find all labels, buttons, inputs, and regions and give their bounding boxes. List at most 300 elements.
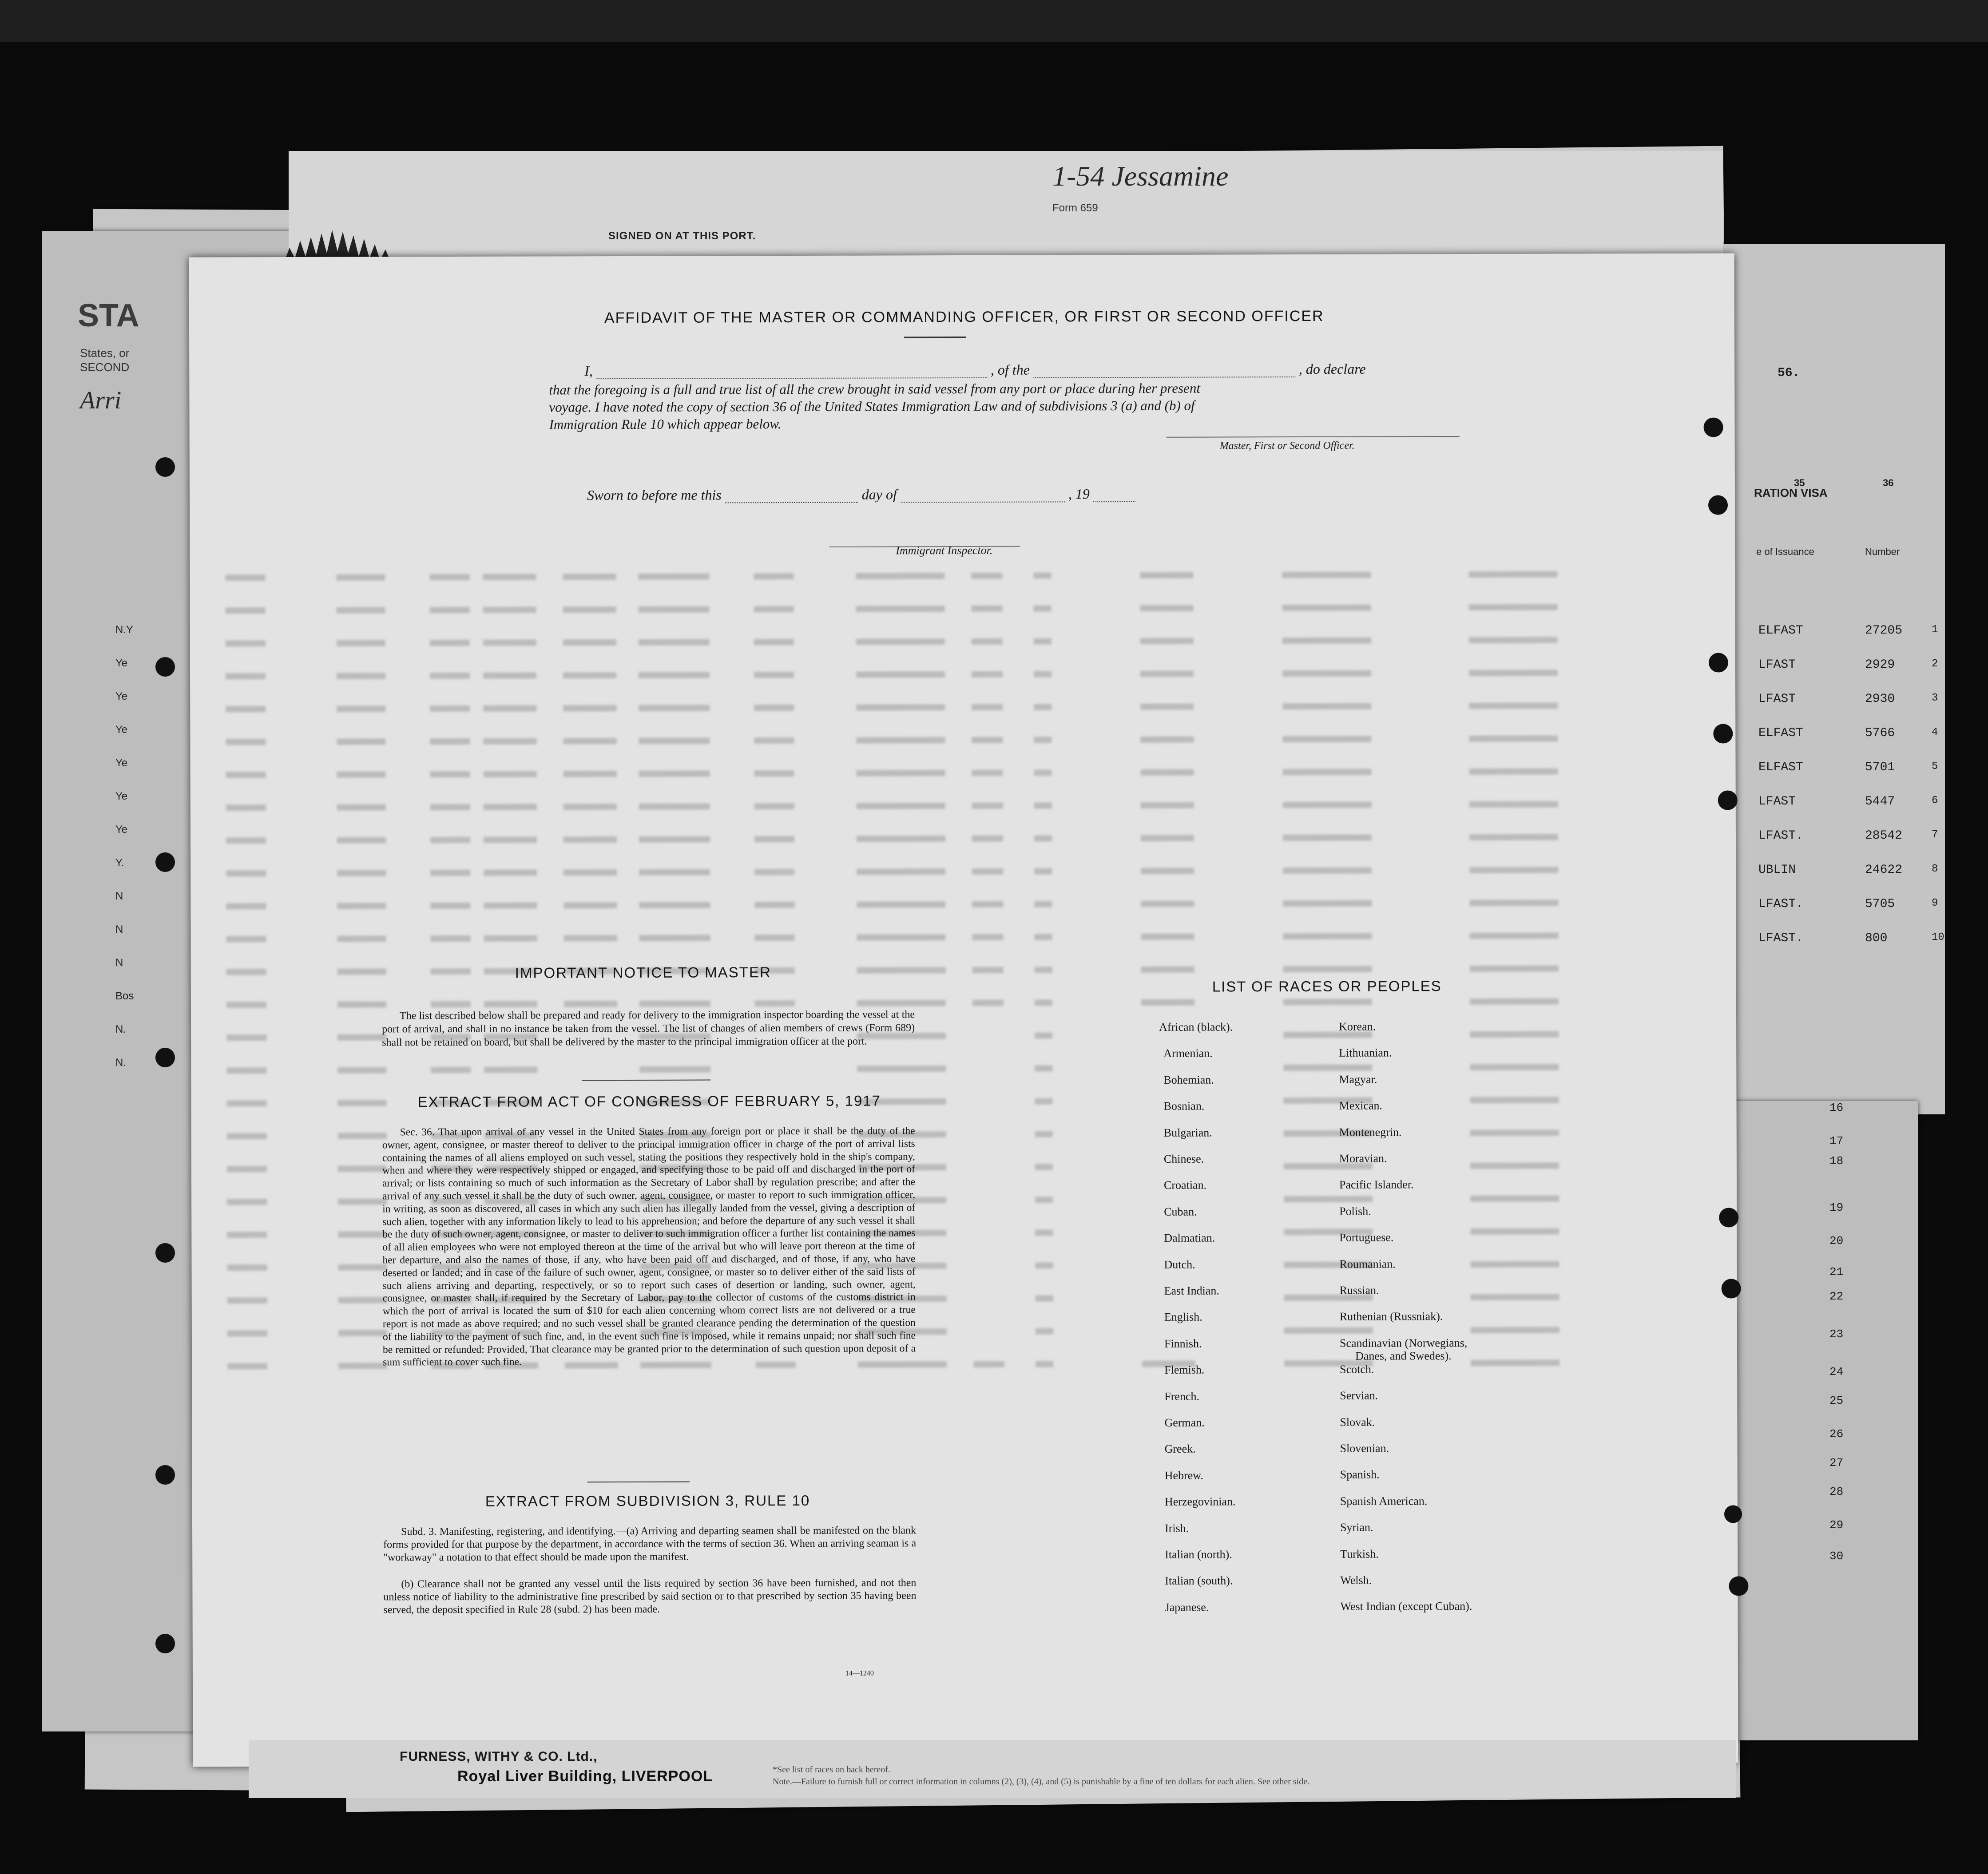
bleed-through-mark	[227, 1330, 267, 1336]
row-index: 6	[1932, 795, 1938, 807]
row-index: 1	[1932, 624, 1938, 636]
visa-place: LFAST	[1758, 795, 1796, 808]
binder-hole	[1729, 1576, 1748, 1596]
bleed-through-mark	[226, 673, 266, 679]
sworn-year-field[interactable]	[1093, 501, 1135, 502]
left-row-entry: Y.	[115, 857, 124, 869]
bleed-through-mark	[972, 1000, 1004, 1006]
race-entry: Irish.	[1165, 1521, 1189, 1535]
bleed-through-mark	[431, 1001, 471, 1007]
bleed-through-mark	[337, 935, 386, 942]
bleed-through-mark	[856, 606, 945, 612]
row-index: 23	[1829, 1327, 1844, 1341]
binder-hole	[155, 852, 175, 872]
bleed-through-mark	[430, 738, 470, 745]
bleed-through-mark	[857, 1000, 946, 1006]
bleed-through-mark	[1282, 638, 1371, 644]
bleed-through-mark	[857, 967, 946, 974]
bleed-through-mark	[1470, 1031, 1559, 1038]
bleed-through-mark	[972, 836, 1003, 842]
print-code: 14—1240	[845, 1669, 874, 1677]
bleed-through-mark	[639, 737, 710, 744]
race-entry: African (black).	[1159, 1020, 1233, 1034]
bleed-through-mark	[1283, 835, 1372, 841]
race-entry: Spanish.	[1340, 1468, 1380, 1482]
bleed-through-mark	[431, 968, 471, 975]
bleed-through-mark	[337, 738, 385, 745]
race-entry: Scandinavian (Norwegians,	[1339, 1336, 1468, 1350]
bleed-through-mark	[430, 607, 470, 613]
bleed-through-mark	[430, 640, 470, 646]
race-entry: Roumanian.	[1339, 1257, 1396, 1271]
bleed-through-mark	[563, 738, 616, 744]
race-entry: Croatian.	[1163, 1178, 1207, 1192]
bleed-through-mark	[484, 870, 537, 876]
bleed-through-mark	[1034, 671, 1052, 677]
bleed-through-mark	[639, 803, 710, 809]
bleed-through-mark	[755, 1000, 795, 1006]
bleed-through-mark	[856, 671, 945, 678]
master-signature-line[interactable]	[1167, 436, 1460, 438]
bleed-through-mark	[337, 705, 385, 712]
visa-number: 5705	[1865, 897, 1895, 911]
bleed-through-mark	[1035, 1032, 1052, 1038]
bleed-through-mark	[226, 936, 266, 942]
left-row-entry: N	[115, 957, 123, 969]
title-rule	[904, 337, 966, 338]
bleed-through-mark	[563, 705, 616, 711]
bleed-through-mark	[1035, 1098, 1053, 1104]
rule-extract-b: (b) Clearance shall not be granted any vessel until the lists required by section 36 have been furnished, and not then unless notice of liability to the administrative fine prescribed by said section or to that prescribed by section 35 having been served, the deposit specified in Rule 28 (subd. 2) has been made.	[383, 1577, 917, 1616]
bleed-through-mark	[639, 705, 710, 711]
bleed-through-mark	[1283, 966, 1372, 973]
bleed-through-mark	[972, 737, 1003, 743]
bleed-through-mark	[227, 1363, 267, 1369]
race-entry: Herzegovinian.	[1164, 1495, 1236, 1509]
bleed-through-mark	[337, 607, 385, 613]
bleed-through-mark	[1469, 768, 1558, 775]
bleed-through-mark	[226, 837, 266, 844]
bleed-through-mark	[1035, 967, 1052, 973]
declaration-line-4: Immigration Rule 10 which appear below.	[549, 416, 782, 432]
binder-hole	[1722, 1279, 1741, 1298]
bleed-through-mark	[1141, 999, 1194, 1006]
bleed-through-mark	[1282, 703, 1371, 710]
left-row-entry: N.	[115, 1023, 126, 1035]
rule-extract-title: EXTRACT FROM SUBDIVISION 3, RULE 10	[485, 1492, 810, 1510]
bleed-through-mark	[1283, 900, 1372, 907]
declare-suffix: , do declare	[1298, 361, 1366, 377]
form-number: Form 659	[1052, 202, 1098, 214]
bleed-through-mark	[430, 837, 470, 843]
left-row-entry: N.Y	[115, 624, 134, 636]
race-entry: West Indian (except Cuban).	[1340, 1600, 1472, 1613]
left-sheet-arrival: Arri	[80, 387, 122, 414]
bleed-through-mark	[857, 1066, 946, 1072]
bleed-through-mark	[1141, 835, 1194, 841]
bleed-through-mark	[430, 804, 470, 810]
declaration-line-1	[584, 361, 1365, 380]
row-index: 24	[1829, 1365, 1844, 1379]
bleed-through-mark	[564, 935, 617, 941]
bleed-through-mark	[338, 1165, 387, 1172]
visa-place: LFAST	[1758, 692, 1796, 706]
race-entry: Bulgarian.	[1163, 1126, 1212, 1139]
bleed-through-mark	[1141, 967, 1194, 973]
visa-place: ELFAST	[1758, 624, 1803, 638]
visa-number: 5766	[1865, 726, 1895, 740]
race-entry: Syrian.	[1340, 1521, 1373, 1534]
binder-hole	[1708, 495, 1728, 515]
bleed-through-mark	[483, 673, 536, 679]
bleed-through-mark	[1283, 802, 1372, 808]
bleed-through-mark	[563, 902, 617, 908]
bleed-through-mark	[972, 606, 1003, 612]
bleed-through-mark	[754, 606, 794, 612]
bleed-through-mark	[483, 738, 536, 745]
bleed-through-mark	[1141, 802, 1194, 808]
visa-place: LFAST.	[1758, 931, 1803, 945]
bleed-through-mark	[1140, 671, 1194, 677]
master-signature-label: Master, First or Second Officer.	[1219, 440, 1355, 452]
sworn-label: Sworn to before me this	[587, 487, 722, 503]
race-entry: Korean.	[1339, 1020, 1376, 1033]
bleed-through-mark	[338, 1297, 387, 1303]
bleed-through-mark	[1470, 965, 1559, 972]
bleed-through-mark	[337, 968, 386, 975]
bleed-through-mark	[639, 836, 710, 842]
bleed-through-mark	[1283, 769, 1372, 776]
bleed-through-mark	[226, 706, 266, 712]
bleed-through-mark	[973, 1361, 1004, 1367]
visa-place: ELFAST	[1758, 726, 1803, 740]
bleed-through-mark	[857, 934, 946, 941]
bleed-through-mark	[484, 1001, 537, 1007]
bleed-through-mark	[972, 638, 1003, 645]
bleed-through-mark	[225, 574, 265, 581]
bleed-through-mark	[337, 673, 385, 679]
bleed-through-mark	[338, 1264, 387, 1270]
bleed-through-mark	[1035, 999, 1052, 1006]
bleed-through-mark	[1470, 998, 1559, 1005]
bleed-through-mark	[483, 607, 536, 613]
bleed-through-mark	[338, 1198, 387, 1204]
bleed-through-mark	[1140, 605, 1194, 611]
bleed-through-mark	[857, 803, 945, 809]
bleed-through-mark	[338, 1133, 387, 1139]
bleed-through-mark	[564, 1001, 617, 1007]
row-index: 21	[1829, 1265, 1844, 1279]
visa-number: 24622	[1865, 863, 1903, 877]
race-entry: Chinese.	[1163, 1152, 1204, 1165]
binder-hole	[1713, 724, 1733, 743]
vessel-name-field[interactable]	[1033, 376, 1295, 378]
bleed-through-mark	[754, 803, 794, 809]
bleed-through-mark	[639, 606, 710, 612]
bleed-through-mark	[484, 903, 537, 909]
bleed-through-mark	[972, 704, 1003, 710]
visa-place: UBLIN	[1758, 863, 1796, 877]
affidavit-sheet	[189, 253, 1738, 1767]
bleed-through-mark	[563, 672, 616, 678]
left-row-entry: N.	[115, 1057, 126, 1069]
left-row-entry: Ye	[115, 757, 128, 769]
left-row-entry: Bos	[115, 990, 134, 1002]
bleed-through-mark	[226, 1067, 266, 1074]
race-entry: Pacific Islander.	[1339, 1178, 1414, 1192]
day-of-label: day of	[861, 486, 897, 503]
bleed-through-mark	[857, 770, 945, 777]
bleed-through-mark	[337, 1034, 386, 1040]
race-entry: German.	[1164, 1416, 1205, 1429]
row-index: 18	[1829, 1154, 1844, 1168]
binder-hole	[155, 1243, 175, 1263]
bleed-through-mark	[563, 574, 616, 580]
row-index: 3	[1932, 692, 1938, 704]
bleed-through-mark	[1140, 572, 1193, 578]
bleed-through-mark	[227, 1199, 267, 1205]
race-entry: French.	[1164, 1390, 1200, 1403]
bleed-through-mark	[1034, 605, 1052, 611]
row-index: 22	[1829, 1290, 1844, 1303]
bleed-through-mark	[754, 672, 794, 678]
bleed-through-mark	[1035, 1164, 1053, 1170]
row-index: 5	[1932, 761, 1938, 773]
race-entry: Scotch.	[1340, 1363, 1374, 1376]
bleed-through-mark	[227, 1166, 267, 1172]
bleed-through-mark	[856, 638, 945, 645]
race-entry: Armenian.	[1163, 1046, 1213, 1060]
left-row-entry: Ye	[115, 790, 128, 802]
bleed-through-mark	[972, 803, 1003, 809]
bleed-through-mark	[857, 901, 945, 908]
row-index: 9	[1932, 897, 1938, 909]
declarant-name-field[interactable]	[596, 377, 987, 379]
row-index: 4	[1932, 726, 1938, 738]
bleed-through-mark	[1140, 638, 1194, 644]
bleed-through-mark	[1469, 801, 1558, 808]
bleed-through-mark	[1469, 702, 1558, 709]
signed-on-label: SIGNED ON AT THIS PORT.	[608, 230, 756, 242]
bleed-through-mark	[227, 1100, 267, 1106]
bleed-through-mark	[1468, 571, 1557, 578]
place-of-issuance-header: e of Issuance	[1756, 546, 1814, 557]
bleed-through-mark	[1470, 1097, 1559, 1103]
notice-title: IMPORTANT NOTICE TO MASTER	[515, 964, 771, 981]
bleed-through-mark	[1035, 1197, 1053, 1203]
race-entry: Bohemian.	[1163, 1073, 1214, 1086]
visa-number: 28542	[1865, 829, 1903, 843]
row-index: 30	[1829, 1549, 1844, 1563]
row-index: 19	[1829, 1201, 1844, 1214]
film-border	[0, 0, 1988, 42]
bleed-through-mark	[337, 1001, 386, 1007]
visa-number: 27205	[1865, 624, 1903, 638]
bleed-through-mark	[754, 770, 794, 777]
binder-hole	[1724, 1505, 1742, 1523]
bleed-through-mark	[484, 837, 537, 843]
bleed-through-mark	[1470, 1195, 1559, 1202]
row-index: 26	[1829, 1427, 1844, 1441]
sworn-month-field[interactable]	[901, 501, 1065, 503]
race-entry: Slovenian.	[1340, 1442, 1389, 1455]
visa-number: 800	[1865, 931, 1888, 945]
bleed-through-mark	[1034, 835, 1052, 841]
column-36-header: 36	[1883, 477, 1894, 488]
bleed-through-mark	[1470, 1228, 1559, 1235]
row-index: 10	[1932, 931, 1944, 943]
bleed-through-mark	[856, 704, 945, 711]
left-sheet-subtitle: States, or	[80, 346, 130, 360]
bleed-through-mark	[563, 606, 616, 613]
bleed-through-mark	[1469, 735, 1558, 742]
race-entry: Dutch.	[1164, 1258, 1195, 1271]
binder-hole	[155, 1634, 175, 1653]
race-entry: Italian (south).	[1165, 1574, 1233, 1588]
penalty-note: Note.—Failure to furnish full or correct information in columns (2), (3), (4), and (5) is punishable by a fine of ten dollars for each alien. See other side.	[773, 1777, 1310, 1787]
visa-number: 2929	[1865, 658, 1895, 672]
notice-text: The list described below shall be prepared and ready for delivery to the immigration inspector boarding the vessel at the port of arrival, and shall in no instance be taken from the vessel. The list of changes of alien members of crews (Form 689) shall not be retained on board, but shall be delivered by the master to the principal immigration officer at the port.	[382, 1009, 915, 1049]
race-entry: Mexican.	[1339, 1099, 1383, 1112]
vessel-prefix: , of the	[990, 361, 1030, 378]
row-index: 17	[1829, 1134, 1844, 1148]
bleed-through-mark	[430, 903, 470, 909]
declarant-prefix: I,	[584, 363, 593, 379]
act-extract-title: EXTRACT FROM ACT OF CONGRESS OF FEBRUARY 5, 1917	[417, 1092, 881, 1110]
bleed-through-mark	[1470, 1129, 1559, 1136]
extract-rule	[587, 1482, 690, 1483]
visa-number: 2930	[1865, 692, 1895, 706]
bleed-through-mark	[563, 869, 617, 876]
row-index: 25	[1829, 1394, 1844, 1407]
bleed-through-mark	[431, 1067, 471, 1073]
bleed-through-mark	[1471, 1359, 1559, 1366]
bleed-through-mark	[1282, 670, 1371, 677]
bleed-through-mark	[972, 770, 1003, 776]
race-entry: Flemish.	[1164, 1363, 1205, 1377]
bleed-through-mark	[337, 771, 386, 777]
bottom-sheet	[249, 1740, 1736, 1798]
bleed-through-mark	[755, 935, 795, 941]
bleed-through-mark	[1141, 934, 1194, 940]
bleed-through-mark	[1469, 604, 1558, 610]
bleed-through-mark	[754, 573, 794, 579]
races-title: LIST OF RACES OR PEOPLES	[1212, 978, 1442, 995]
bleed-through-mark	[226, 969, 266, 975]
right-manifest-sheet-lower	[1732, 1101, 1918, 1740]
affidavit-title: AFFIDAVIT OF THE MASTER OR COMMANDING OFFICER, OR FIRST OR SECOND OFFICER	[604, 307, 1324, 327]
binder-hole	[1704, 418, 1723, 437]
row-index: 2	[1932, 658, 1938, 670]
bleed-through-mark	[227, 1264, 267, 1271]
bleed-through-mark	[754, 639, 794, 645]
bleed-through-mark	[336, 574, 385, 580]
bleed-through-mark	[226, 772, 266, 778]
bleed-through-mark	[1033, 572, 1051, 578]
bleed-through-mark	[1469, 867, 1558, 873]
row-index: 16	[1829, 1101, 1844, 1114]
left-row-entry: Ye	[115, 824, 128, 836]
visa-header: RATION VISA	[1754, 486, 1828, 499]
race-entry: Ruthenian (Russniak).	[1339, 1310, 1443, 1323]
race-entry: Russian.	[1339, 1284, 1379, 1297]
bleed-through-mark	[338, 1100, 387, 1106]
bleed-through-mark	[337, 1067, 386, 1073]
race-entry: Hebrew.	[1164, 1469, 1203, 1482]
bleed-through-mark	[484, 771, 537, 777]
bleed-through-mark	[1035, 1262, 1053, 1268]
row-index: 8	[1932, 863, 1938, 875]
bleed-through-mark	[639, 770, 710, 777]
bleed-through-mark	[754, 902, 794, 908]
binder-hole	[1718, 790, 1738, 810]
binder-hole	[1709, 653, 1728, 672]
race-entry: Japanese.	[1165, 1601, 1209, 1614]
bleed-through-mark	[972, 967, 1004, 973]
bleed-through-mark	[226, 870, 266, 876]
bleed-through-mark	[1469, 899, 1558, 906]
bleed-through-mark	[1141, 769, 1194, 776]
bleed-through-mark	[1034, 901, 1052, 907]
bleed-through-mark	[430, 771, 470, 777]
bleed-through-mark	[754, 705, 794, 711]
bleed-through-mark	[484, 1067, 537, 1073]
bleed-through-mark	[1141, 868, 1194, 874]
bleed-through-mark	[226, 1002, 266, 1008]
binder-hole	[155, 657, 175, 677]
year-label: , 19	[1068, 486, 1090, 502]
visa-place: LFAST.	[1758, 897, 1803, 911]
bleed-through-mark	[639, 1066, 710, 1072]
bleed-through-mark	[226, 607, 266, 614]
bleed-through-mark	[856, 737, 945, 744]
sworn-day-field[interactable]	[725, 502, 858, 503]
rule-extract-a: Subd. 3. Manifesting, registering, and identifying.—(a) Arriving and departing seamen shall be manifested on the blank forms provided for that purpose by the department, in accordance with the terms of section 36. When an arriving seaman is a "workaway" a notation to that effect should be made upon the manifest.	[383, 1525, 917, 1564]
visa-place: LFAST.	[1758, 829, 1803, 843]
race-entry: Bosnian.	[1163, 1099, 1205, 1113]
inspector-label: Immigrant Inspector.	[896, 543, 993, 557]
bleed-through-mark	[971, 573, 1002, 579]
bleed-through-mark	[1471, 1327, 1559, 1333]
bleed-through-mark	[639, 935, 710, 941]
notice-rule	[582, 1079, 710, 1081]
bleed-through-mark	[972, 934, 1004, 940]
bleed-through-mark	[1469, 834, 1558, 840]
bleed-through-mark	[639, 869, 710, 875]
bleed-through-mark	[972, 901, 1003, 907]
left-row-entry: Ye	[115, 657, 128, 669]
race-entry: Danes, and Swedes).	[1355, 1349, 1452, 1363]
bleed-through-mark	[1034, 638, 1052, 644]
visa-place: LFAST	[1758, 658, 1796, 672]
bleed-through-mark	[1036, 1295, 1053, 1301]
bleed-through-mark	[856, 573, 944, 579]
bleed-through-mark	[563, 836, 617, 843]
left-sheet-title: STA	[78, 298, 139, 333]
bleed-through-mark	[1035, 1065, 1052, 1071]
race-entry: Moravian.	[1339, 1152, 1387, 1165]
binder-hole	[1719, 1208, 1738, 1227]
race-entry: English.	[1164, 1310, 1202, 1324]
bleed-through-mark	[1036, 1328, 1053, 1334]
bleed-through-mark	[430, 870, 470, 876]
bleed-through-mark	[1283, 933, 1372, 940]
bleed-through-mark	[563, 771, 617, 777]
bleed-through-mark	[1035, 1131, 1053, 1137]
bleed-through-mark	[483, 574, 536, 580]
company-name: FURNESS, WITHY & CO. Ltd.,	[400, 1749, 598, 1764]
visa-number: 5447	[1865, 795, 1895, 808]
